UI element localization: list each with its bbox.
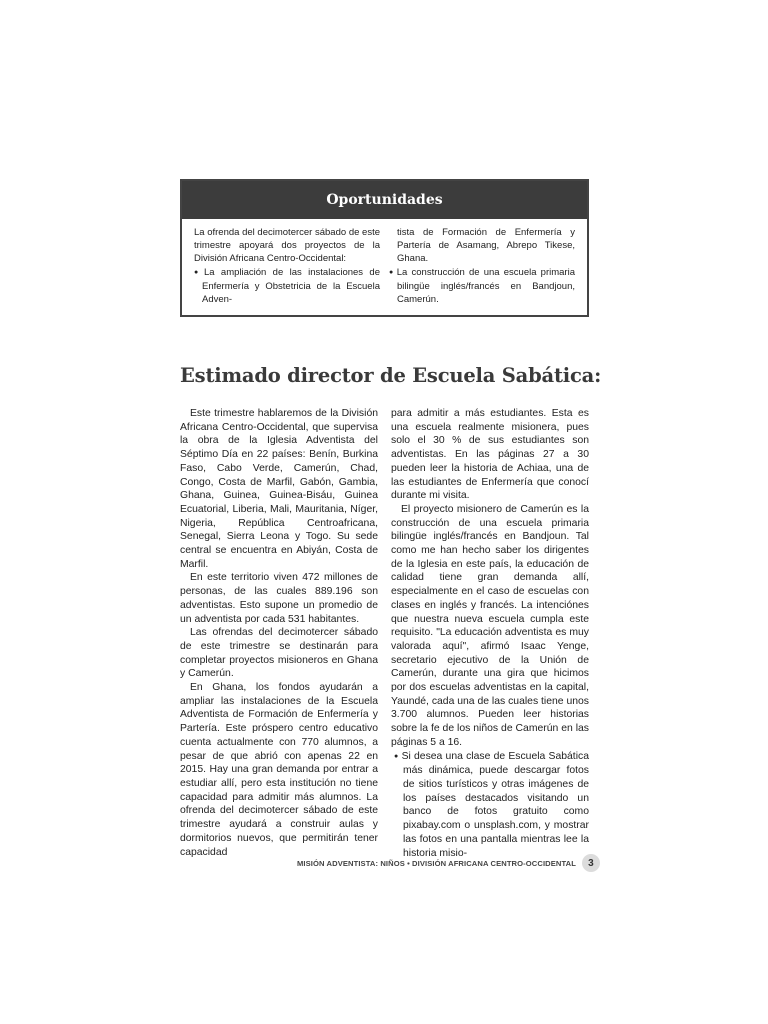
opportunities-right-column [389,226,575,306]
opportunities-bullet-2: ● La construcción de una escuela primaria bilingüe inglés/francés en Bandjoun, Camerún. [389,266,575,307]
article-paragraph: Las ofrendas del decimotercer sábado de este trimestre se destinarán para completar proyectos misioneros en Ghana y Camerún. [180,627,378,680]
opportunities-body [194,226,575,306]
article-paragraph: El proyecto misionero de Camerún es la construcción de una escuela primaria bilingüe inglés/francés en Bandjoun. Tal como me han hecho saber los dirigentes de la Iglesia en este país, la educación de calidad tiene gran demanda allí, especialmente en el caso de escuelas con clases en inglés y francés. La intenciónes que nuestra nueva escuela cumpla este requisito. "La educación adventista es muy valorada aquí", afirmó Isaac Yenge, secretario ejecutivo de la Unión de Camerún, durante una gira que hicimos por dos escuelas adventistas en la capital, Yaundé, cada una de las cuales tiene unos 3.700 alumnos. Pueden leer historias sobre la fe de los niños de Camerún en las páginas 5 a 16. [391,503,589,748]
opportunities-bullet-1: ● La ampliación de las instalaciones de Enfermería y Obstetricia de la Escuela Adven- [194,266,380,307]
article-left-column [180,407,378,859]
opportunities-left-column [194,226,380,306]
article-bullet: ● Si desea una clase de Escuela Sabática más dinámica, puede descargar fotos de sitios turísticos y otras imágenes de los países destacados visitando un banco de fotos gratuito como pixabay.com o unsplash.com, y mostrar las fotos en una pantalla mientras lee la historia misio- [391,750,589,861]
opportunities-intro: La ofrenda del decimotercer sábado de este trimestre apoyará dos proyectos de la División Africana Centro-Occidental: [194,227,380,265]
page-number: 3 [582,854,600,872]
article-paragraph: Este trimestre hablaremos de la División Africana Centro-Occidental, que supervisa la obra de la Iglesia Adventista del Séptimo Día en 22 países: Benín, Burkina Faso, Cabo Verde, Camerún, Chad, Congo, Costa de Marfil, Gabón, Gambia, Ghana, Guinea, Guinea-Bisáu, Guinea Ecuatorial, Liberia, Mali, Mauritania, Níger, Nigeria, República Centroafricana, Senegal, Sierra Leona y Togo. Su sede central se encuentra en Abiyán, Costa de Marfil. [180,408,378,570]
opportunities-box [180,179,589,317]
article-paragraph: En Ghana, los fondos ayudarán a ampliar las instalaciones de la Escuela Adventista de Formación de Enfermería y Partería. Este próspero centro educativo cuenta actualmente con 770 alumnos, a pesar de que abrió con apenas 22 en 2015. Hay una gran demanda por entrar a estudiar allí, pero esta institución no tiene capacidad para admitir más alumnos. La ofrenda del decimotercer sábado de este trimestre ayudará a construir aulas y dormitorios nuevos, que permitirán tener capacidad [180,682,378,858]
article-paragraph: En este territorio viven 472 millones de personas, de las cuales 889.196 son adventistas. Esto supone un promedio de un adventista por cada 531 habitantes. [180,572,378,625]
article-title: Estimado director de Escuela Sabática: [180,364,602,387]
opportunities-title: Oportunidades [182,181,587,219]
running-title: MISIÓN ADVENTISTA: NIÑOS • DIVISIÓN AFRICANA CENTRO-OCCIDENTAL [297,858,576,868]
article-right-column [391,407,589,860]
opportunities-bullet-1-continued: tista de Formación de Enfermería y Partería de Asamang, Abrepo Tikese, Ghana. [397,227,575,265]
article-paragraph-continued: para admitir a más estudiantes. Esta es una escuela realmente misionera, pues solo el 30 % de sus estudiantes son adventistas. En las páginas 27 a 30 pueden leer la historia de Achiaa, una de las estudiantes de Enfermería que conocí durante mi visita. [391,408,589,502]
page-footer [180,853,600,873]
